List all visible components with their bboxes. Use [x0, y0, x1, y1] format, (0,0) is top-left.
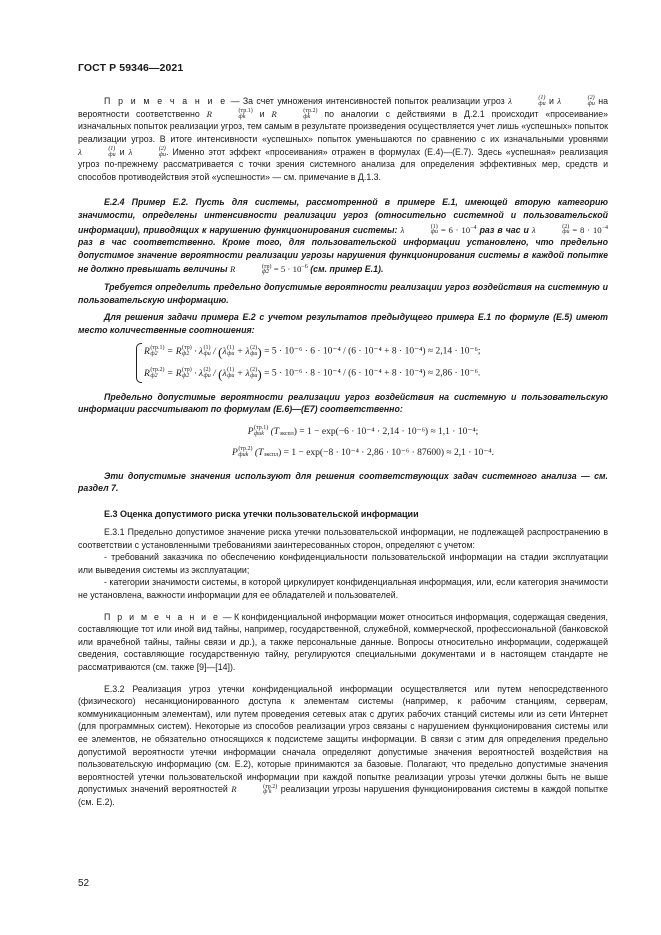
formula-e6: P (тр.1) фиk (T экспл ) = 1 − exp(−6 · 10⁻⁴ · 2,14 · 10⁻⁶) ≈ 1,1 · 10⁻⁴;	[247, 425, 479, 437]
section-e3-p1: Е.3.1 Предельно допустимое значение риска утечки пользовательской информации, не подлежащей распространению в соответствии с установленными требованиями заинтересованных сторон, определяют с учетом:	[78, 527, 608, 550]
formula-system-e5	[138, 341, 608, 384]
r-f2-value: R (тр) ф2 = $5 \cdot 10^{-6}$	[229, 263, 308, 276]
lambda-fi-2b: λ (2) фи	[128, 145, 167, 158]
section-e3-title: Е.3 Оценка допустимого риска утечки пользовательской информации	[104, 509, 419, 520]
lambda-fi-1: λ (1) фи	[508, 95, 546, 107]
section-e3-p2: Е.3.2 Реализация угроз утечки конфиденциальной информации осуществляется или путем непосредственного (физического) несанкционированного доступа к элементам системы (например, к рабочим станциям, серверам, коммуникационным элементам), или путем проведения сетевых атак с других рабочих станций системы или из сети Интернет (для программных систем). Некоторые из способов реализации угроз связаны с нарушением функционирования системы или ее элементов, не обязательно относящихся к подсистеме защиты информации. В связи с этим для определения предельно допустимой вероятности утечки информации сначала определяют допустимые значения вероятностей воздействия на пользовательскую информацию (см. Е.2), которые принимаются за базовые. Полагают, что предельно допустимые значения вероятностей утечки пользовательской информации при каждой попытке реализации угрозы утечки должны быть не выше допустимых значений вероятностей R (тр.2) ф k реализации угрозы нарушения функционирования системы в каждой попытке (см. Е.2).	[78, 683, 609, 808]
example-paragraph-3: Для решения задачи примера Е.2 с учетом результатов предыдущего примера Е.1 по формуле (Е.5) имеют место количественные соотношения:	[78, 312, 608, 335]
lambda-value-1: λ (1) фи = $6 \cdot 10^{-4}$	[400, 223, 477, 236]
standard-header: ГОСТ Р 59346—2021	[78, 62, 184, 74]
note-label-2: П р и м е ч а н и е	[104, 611, 221, 622]
page-number: 52	[78, 878, 90, 889]
section-e3-bullet-1: - требований заказчика по обеспечению конфиденциальности пользовательской информации на стадии эксплуатации или выведения системы из эксплуатации;	[78, 552, 608, 575]
r-fk-tr2-final: R (тр.2) ф k	[231, 783, 278, 796]
formula-line-1: R (тр.1) ф2 = R (тр) ф2 · λ (1) фи / (λ (1) фи + λ (2) фи ) = 5 · 10⁻⁶ · 6 · 10⁻⁴ / (6 · 10⁻⁴ + 8 · 10⁻⁴) ≈ 2,14 · 10⁻⁶;	[144, 344, 481, 360]
example-paragraph-4: Предельно допустимые вероятности реализации угроз воздействия на системную и пользовательскую информации рассчитывают по формулам (Е.6)—(Е7) соответственно:	[78, 391, 608, 415]
r-fk-tr1: R (тр.1) фk	[206, 107, 253, 120]
lambda-value-2: λ (2) фи = $8 \cdot 10^{-4}$	[531, 223, 609, 236]
page-content	[78, 95, 608, 809]
example-paragraph-2: Требуется определить предельно допустимые вероятности реализации угроз воздействия на системную и пользовательскую информацию.	[78, 281, 608, 305]
section-e3-bullet-2: - категории значимости системы, в которой циркулирует конфиденциальная информация, или, если категория значимости не установлена, важности информации для ее обладателей и пользователей.	[78, 577, 608, 601]
r-fk-tr2: R (тр.2) фk	[271, 107, 318, 120]
lambda-fi-1b: λ (1) фи	[78, 145, 116, 158]
section-e3-note: П р и м е ч а н и е — К конфиденциальной информации может относиться информация, содержащая сведения, составляющие тот или иной вид тайны, например, государственной, служебной, коммерческой, профессиональной (банковской или врачебной тайны, тайны связи и др.), а также персональные данные. Вопросы относительно информации, содержащей сведения, составляющие государственную тайну, регулируются специальными документами и в настоящем стандарте не рассматриваются (см. также [9]—[14]).	[78, 611, 608, 673]
example-paragraph-1: Е.2.4 Пример Е.2. Пусть для системы, рассмотренной в примере Е.1, имеющей вторую категорию значимости, определены интенсивности реализации угроз (относительно системной и пользовательской информации), приводящих к нарушению функционирования системы: λ (1) фи = $6 \cdot 10^{-4}$ раз в час и λ (2) фи = $8 \cdot 10^{-4}$ раз в час соответственно. Кроме того, для пользовательской информации установлено, что предельно допустимое значение вероятности реализации угрозы нарушения функционирования системы в каждой попытке не должно превышать величины R (тр) ф2 = $5 \cdot 10^{-6}$ (см. пример Е.1).	[78, 197, 609, 276]
example-paragraph-5: Эти допустимые значения используют для решения соответствующих задач системного анализа — см. раздел 7.	[78, 470, 608, 494]
formula-e7: P (тр.2) фиk (T экспл ) = 1 − exp(−8 · 10⁻⁴ · 2,86 · 10⁻⁶ · 87600) ≈ 2,1 · 10⁻⁴.	[232, 446, 494, 458]
note-label: П р и м е ч а н и е	[104, 96, 228, 106]
formula-line-2: R (тр.2) ф2 = R (тр) ф2 · λ (2) фи / (λ (1) фи + λ (2) фи ) = 5 · 10⁻⁶ · 8 · 10⁻⁴ / (6 · 10⁻⁴ + 8 · 10⁻⁴) ≈ 2,86 · 10⁻⁶.	[144, 366, 481, 382]
note-paragraph-1: П р и м е ч а н и е — За счет умножения интенсивностей попыток реализации угроз λ (1) фи и λ (2) фи на вероятности соответственно R (тр.1) фk и R (тр.2) фk по аналогии с действиями в Д.2.1 происходит «просеивание» изначальных попыток реализации угроз, тем самым в результате произведения осуществляется учет лишь «успешных» попыток реализации угроз. В итоге интенсивности «успешных» попыток уменьшаются по сравнению с их изначальными уровнями λ (1) фи и λ (2) фи . Именно этот эффект «просеивания» отражен в формулах (Е.4)—(Е.7). Здесь «успешная» реализация угроз по-прежнему рассматривается с точки зрения системного анализа для определения эффективных мер, средств и способов противодействия этой «успешности» — см. примечание в Д.1.3.	[78, 95, 609, 182]
lambda-fi-2: λ (2) фи	[557, 95, 595, 107]
